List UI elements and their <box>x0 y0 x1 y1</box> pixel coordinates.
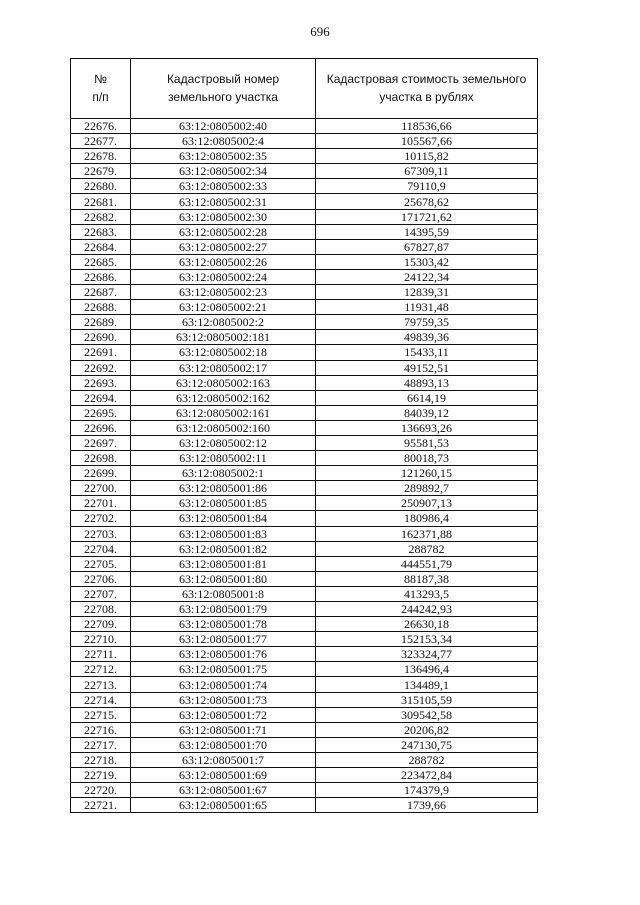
row-number-cell: 22687. <box>71 285 131 300</box>
table-row <box>71 119 538 134</box>
cadastral-value-cell: 315105,59 <box>316 692 538 707</box>
table-row <box>71 420 538 435</box>
cadastral-value-cell: 67827,87 <box>316 239 538 254</box>
cadastral-value-cell: 171721,62 <box>316 209 538 224</box>
cadastral-value-cell: 20206,82 <box>316 722 538 737</box>
table-row <box>71 707 538 722</box>
row-number-cell: 22720. <box>71 783 131 798</box>
row-number-cell: 22699. <box>71 466 131 481</box>
cadastral-number-cell: 63:12:0805001:74 <box>131 677 316 692</box>
row-number-cell: 22697. <box>71 435 131 450</box>
table-row <box>71 164 538 179</box>
row-number-cell: 22683. <box>71 224 131 239</box>
table-row <box>71 315 538 330</box>
cadastral-number-cell: 63:12:0805001:72 <box>131 707 316 722</box>
cadastral-value-cell: 49839,36 <box>316 330 538 345</box>
table-row <box>71 360 538 375</box>
cadastral-value-cell: 12839,31 <box>316 285 538 300</box>
cadastral-value-cell: 121260,15 <box>316 466 538 481</box>
cadastral-number-cell: 63:12:0805001:8 <box>131 586 316 601</box>
row-number-cell: 22706. <box>71 571 131 586</box>
cadastral-number-cell: 63:12:0805002:31 <box>131 194 316 209</box>
cadastral-value-cell: 10115,82 <box>316 149 538 164</box>
cadastral-value-cell: 79110,9 <box>316 179 538 194</box>
table-row <box>71 632 538 647</box>
cadastral-number-cell: 63:12:0805002:161 <box>131 405 316 420</box>
cadastral-number-cell: 63:12:0805002:34 <box>131 164 316 179</box>
row-number-cell: 22717. <box>71 737 131 752</box>
cadastral-value-cell: 244242,93 <box>316 602 538 617</box>
row-number-cell: 22702. <box>71 511 131 526</box>
cadastral-number-cell: 63:12:0805002:30 <box>131 209 316 224</box>
table-row <box>71 692 538 707</box>
cadastral-number-cell: 63:12:0805002:1 <box>131 466 316 481</box>
row-number-cell: 22682. <box>71 209 131 224</box>
cadastral-number-cell: 63:12:0805002:27 <box>131 239 316 254</box>
row-number-cell: 22700. <box>71 481 131 496</box>
cadastral-number-cell: 63:12:0805001:80 <box>131 571 316 586</box>
row-number-cell: 22695. <box>71 405 131 420</box>
cadastral-number-cell: 63:12:0805002:4 <box>131 134 316 149</box>
cadastral-value-cell: 118536,66 <box>316 119 538 134</box>
row-number-cell: 22705. <box>71 556 131 571</box>
cadastral-value-table <box>70 58 538 813</box>
header-cadastral-number-line: Кадастровый номер <box>166 72 280 87</box>
cadastral-value-cell: 323324,77 <box>316 647 538 662</box>
table-row <box>71 752 538 767</box>
cadastral-value-cell: 95581,53 <box>316 435 538 450</box>
cadastral-value-cell: 48893,13 <box>316 375 538 390</box>
table-row <box>71 435 538 450</box>
table-row <box>71 300 538 315</box>
cadastral-value-cell: 413293,5 <box>316 586 538 601</box>
cadastral-value-cell: 15303,42 <box>316 254 538 269</box>
table-body <box>71 119 538 813</box>
cadastral-number-cell: 63:12:0805001:76 <box>131 647 316 662</box>
cadastral-number-cell: 63:12:0805001:67 <box>131 783 316 798</box>
cadastral-value-cell: 1739,66 <box>316 798 538 813</box>
cadastral-value-cell: 84039,12 <box>316 405 538 420</box>
cadastral-value-cell: 152153,34 <box>316 632 538 647</box>
cadastral-number-cell: 63:12:0805002:2 <box>131 315 316 330</box>
row-number-cell: 22698. <box>71 451 131 466</box>
table-row <box>71 330 538 345</box>
cadastral-number-cell: 63:12:0805002:33 <box>131 179 316 194</box>
cadastral-number-cell: 63:12:0805001:70 <box>131 737 316 752</box>
table-row <box>71 586 538 601</box>
row-number-cell: 22709. <box>71 617 131 632</box>
cadastral-value-cell: 24122,34 <box>316 269 538 284</box>
table-row <box>71 481 538 496</box>
cadastral-number-cell: 63:12:0805001:69 <box>131 768 316 783</box>
row-number-cell: 22678. <box>71 149 131 164</box>
table-row <box>71 677 538 692</box>
cadastral-number-cell: 63:12:0805001:65 <box>131 798 316 813</box>
table-row <box>71 390 538 405</box>
header-num-line: № <box>94 72 107 87</box>
row-number-cell: 22714. <box>71 692 131 707</box>
cadastral-value-cell: 136693,26 <box>316 420 538 435</box>
cadastral-number-cell: 63:12:0805001:81 <box>131 556 316 571</box>
row-number-cell: 22693. <box>71 375 131 390</box>
row-number-cell: 22701. <box>71 496 131 511</box>
cadastral-number-cell: 63:12:0805002:17 <box>131 360 316 375</box>
table-row <box>71 149 538 164</box>
row-number-cell: 22711. <box>71 647 131 662</box>
table-row <box>71 254 538 269</box>
cadastral-number-cell: 63:12:0805001:77 <box>131 632 316 647</box>
cadastral-number-cell: 63:12:0805001:78 <box>131 617 316 632</box>
table-row <box>71 269 538 284</box>
cadastral-value-cell: 309542,58 <box>316 707 538 722</box>
cadastral-value-cell: 79759,35 <box>316 315 538 330</box>
cadastral-number-cell: 63:12:0805002:26 <box>131 254 316 269</box>
table-row <box>71 511 538 526</box>
row-number-cell: 22681. <box>71 194 131 209</box>
header-num <box>71 59 131 119</box>
cadastral-number-cell: 63:12:0805002:12 <box>131 435 316 450</box>
row-number-cell: 22679. <box>71 164 131 179</box>
row-number-cell: 22692. <box>71 360 131 375</box>
cadastral-number-cell: 63:12:0805001:86 <box>131 481 316 496</box>
row-number-cell: 22684. <box>71 239 131 254</box>
cadastral-number-cell: 63:12:0805002:35 <box>131 149 316 164</box>
cadastral-value-cell: 105567,66 <box>316 134 538 149</box>
table-row <box>71 345 538 360</box>
row-number-cell: 22690. <box>71 330 131 345</box>
row-number-cell: 22713. <box>71 677 131 692</box>
cadastral-number-cell: 63:12:0805001:71 <box>131 722 316 737</box>
table-row <box>71 179 538 194</box>
cadastral-number-cell: 63:12:0805002:21 <box>131 300 316 315</box>
table-row <box>71 209 538 224</box>
cadastral-value-cell: 174379,9 <box>316 783 538 798</box>
cadastral-number-cell: 63:12:0805002:23 <box>131 285 316 300</box>
row-number-cell: 22677. <box>71 134 131 149</box>
cadastral-number-cell: 63:12:0805001:75 <box>131 662 316 677</box>
row-number-cell: 22685. <box>71 254 131 269</box>
table-row <box>71 285 538 300</box>
cadastral-number-cell: 63:12:0805001:84 <box>131 511 316 526</box>
cadastral-number-cell: 63:12:0805001:82 <box>131 541 316 556</box>
cadastral-value-cell: 444551,79 <box>316 556 538 571</box>
table-row <box>71 737 538 752</box>
cadastral-number-cell: 63:12:0805001:7 <box>131 752 316 767</box>
cadastral-number-cell: 63:12:0805002:18 <box>131 345 316 360</box>
cadastral-number-cell: 63:12:0805002:163 <box>131 375 316 390</box>
table-row <box>71 571 538 586</box>
cadastral-value-cell: 136496,4 <box>316 662 538 677</box>
cadastral-value-cell: 289892,7 <box>316 481 538 496</box>
row-number-cell: 22718. <box>71 752 131 767</box>
cadastral-number-cell: 63:12:0805001:85 <box>131 496 316 511</box>
header-cadastral-value-line: участка в рублях <box>379 89 474 104</box>
row-number-cell: 22719. <box>71 768 131 783</box>
row-number-cell: 22689. <box>71 315 131 330</box>
table-row <box>71 466 538 481</box>
cadastral-value-cell: 67309,11 <box>316 164 538 179</box>
header-cadastral-number <box>131 59 316 119</box>
table-row <box>71 556 538 571</box>
header-cadastral-value <box>316 59 538 119</box>
cadastral-number-cell: 63:12:0805002:181 <box>131 330 316 345</box>
table-row <box>71 722 538 737</box>
header-cadastral-number-line: земельного участка <box>168 89 278 104</box>
table-header-row <box>71 59 538 119</box>
table-row <box>71 239 538 254</box>
cadastral-number-cell: 63:12:0805001:79 <box>131 602 316 617</box>
table-row <box>71 783 538 798</box>
table-row <box>71 662 538 677</box>
table-row <box>71 134 538 149</box>
cadastral-value-cell: 49152,51 <box>316 360 538 375</box>
cadastral-value-cell: 162371,88 <box>316 526 538 541</box>
row-number-cell: 22715. <box>71 707 131 722</box>
row-number-cell: 22691. <box>71 345 131 360</box>
row-number-cell: 22721. <box>71 798 131 813</box>
row-number-cell: 22716. <box>71 722 131 737</box>
table-row <box>71 526 538 541</box>
cadastral-number-cell: 63:12:0805002:11 <box>131 451 316 466</box>
table-row <box>71 496 538 511</box>
row-number-cell: 22712. <box>71 662 131 677</box>
cadastral-value-cell: 25678,62 <box>316 194 538 209</box>
cadastral-value-cell: 88187,38 <box>316 571 538 586</box>
table-row <box>71 647 538 662</box>
cadastral-number-cell: 63:12:0805001:83 <box>131 526 316 541</box>
table-row <box>71 602 538 617</box>
cadastral-value-cell: 26630,18 <box>316 617 538 632</box>
cadastral-value-cell: 180986,4 <box>316 511 538 526</box>
row-number-cell: 22703. <box>71 526 131 541</box>
row-number-cell: 22686. <box>71 269 131 284</box>
table-row <box>71 194 538 209</box>
cadastral-value-cell: 15433,11 <box>316 345 538 360</box>
header-cadastral-value-line: Кадастровая стоимость земельного <box>326 72 527 87</box>
row-number-cell: 22710. <box>71 632 131 647</box>
cadastral-value-cell: 134489,1 <box>316 677 538 692</box>
cadastral-value-cell: 6614,19 <box>316 390 538 405</box>
cadastral-value-cell: 288782 <box>316 752 538 767</box>
table-row <box>71 224 538 239</box>
cadastral-value-cell: 14395,59 <box>316 224 538 239</box>
cadastral-number-cell: 63:12:0805002:28 <box>131 224 316 239</box>
row-number-cell: 22694. <box>71 390 131 405</box>
cadastral-value-cell: 223472,84 <box>316 768 538 783</box>
cadastral-number-cell: 63:12:0805002:162 <box>131 390 316 405</box>
cadastral-value-cell: 247130,75 <box>316 737 538 752</box>
row-number-cell: 22688. <box>71 300 131 315</box>
table-row <box>71 405 538 420</box>
row-number-cell: 22676. <box>71 119 131 134</box>
cadastral-value-cell: 288782 <box>316 541 538 556</box>
table-row <box>71 451 538 466</box>
cadastral-value-cell: 80018,73 <box>316 451 538 466</box>
cadastral-number-cell: 63:12:0805002:40 <box>131 119 316 134</box>
row-number-cell: 22704. <box>71 541 131 556</box>
cadastral-number-cell: 63:12:0805002:24 <box>131 269 316 284</box>
cadastral-number-cell: 63:12:0805002:160 <box>131 420 316 435</box>
row-number-cell: 22707. <box>71 586 131 601</box>
cadastral-value-cell: 250907,13 <box>316 496 538 511</box>
header-num-line: п/п <box>92 89 109 104</box>
cadastral-value-cell: 11931,48 <box>316 300 538 315</box>
page-number: 696 <box>310 24 330 39</box>
table-row <box>71 617 538 632</box>
table-row <box>71 798 538 813</box>
table-row <box>71 541 538 556</box>
table-row <box>71 768 538 783</box>
cadastral-number-cell: 63:12:0805001:73 <box>131 692 316 707</box>
row-number-cell: 22696. <box>71 420 131 435</box>
table-row <box>71 375 538 390</box>
row-number-cell: 22708. <box>71 602 131 617</box>
row-number-cell: 22680. <box>71 179 131 194</box>
